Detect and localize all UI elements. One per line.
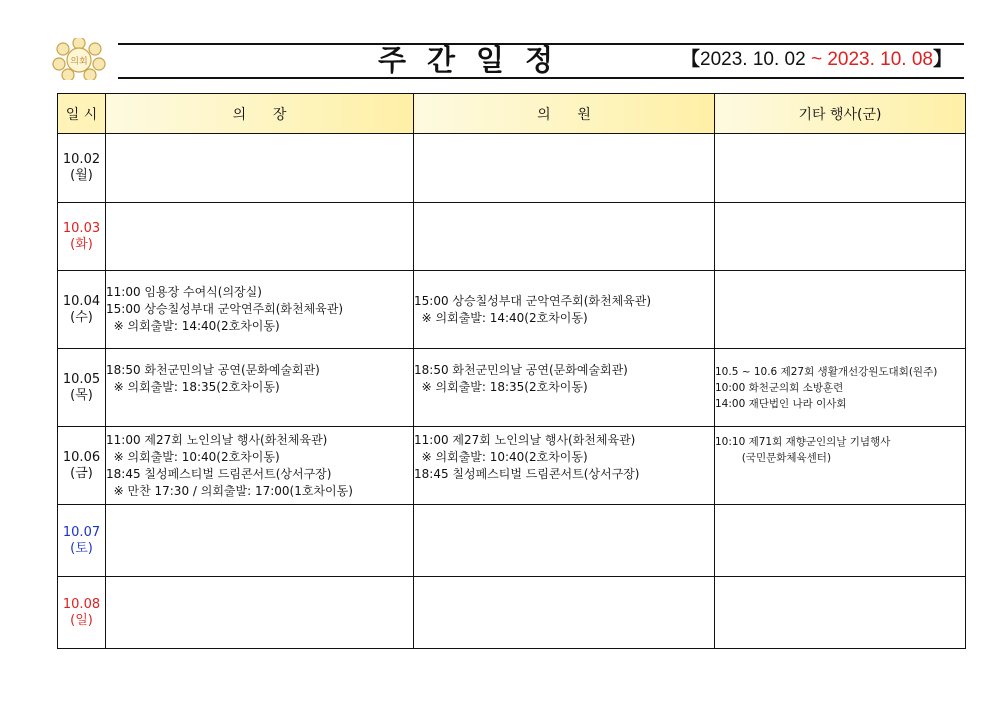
range-end: 2023. 10. 08 xyxy=(827,49,933,70)
council-emblem-icon xyxy=(50,38,108,80)
weekday-text: (수) xyxy=(70,309,93,325)
schedule-line: 18:50 화천군민의날 공연(문화예술회관) xyxy=(414,363,628,377)
member-schedule-cell xyxy=(414,505,715,577)
col-header-chair xyxy=(106,94,414,134)
col-header-member-label: 의 원 xyxy=(537,106,591,123)
weekday-text: (목) xyxy=(70,387,93,403)
col-header-member xyxy=(414,94,715,134)
date-cell xyxy=(58,134,106,203)
col-header-other: 기타 행사(군) xyxy=(715,94,966,134)
schedule-line: ※ 의회출발: 14:40(2호차이동) xyxy=(414,310,588,325)
date-cell xyxy=(58,271,106,349)
other-schedule-cell xyxy=(715,134,966,203)
logo-text: 의회 xyxy=(70,57,88,67)
date-cell xyxy=(58,349,106,427)
schedule-line: ※ 의회출발: 18:35(2호차이동) xyxy=(414,380,588,394)
schedule-line xyxy=(106,396,413,413)
chair-schedule-cell xyxy=(106,577,414,649)
schedule-line xyxy=(715,482,965,498)
schedule-line: 15:00 상승칠성부대 군악연주회(화천체육관) xyxy=(106,302,344,316)
schedule-line: 18:45 칠성페스티벌 드림콘서트(상서구장) xyxy=(414,466,640,481)
schedule-line: ※ 의회출발: 10:40(2호차이동) xyxy=(106,449,280,464)
schedule-line: ※ 의회출발: 14:40(2호차이동) xyxy=(106,319,280,333)
table-row xyxy=(58,427,966,505)
date-cell xyxy=(58,427,106,505)
weekday-text: (화) xyxy=(70,236,93,252)
date-text: 10.05 xyxy=(62,371,101,387)
other-schedule-cell xyxy=(715,349,966,427)
other-schedule-cell xyxy=(715,271,966,349)
schedule-line: 11:00 제27회 노인의날 행사(화천체육관) xyxy=(106,432,328,447)
page-title: 주간일정 xyxy=(378,43,575,77)
chair-schedule-cell xyxy=(106,505,414,577)
date-text: 10.06 xyxy=(62,449,101,465)
table-row xyxy=(58,505,966,577)
table-row xyxy=(58,134,966,203)
member-schedule-cell xyxy=(414,203,715,271)
chair-schedule-cell xyxy=(106,134,414,203)
date-text: 10.04 xyxy=(62,293,101,309)
col-header-date: 일 시 xyxy=(58,94,106,134)
chair-schedule-cell xyxy=(106,427,414,505)
table-row xyxy=(58,577,966,649)
schedule-line: ※ 의회출발: 10:40(2호차이동) xyxy=(414,449,588,464)
schedule-line xyxy=(414,396,714,413)
other-schedule-cell xyxy=(715,203,966,271)
date-text: 10.03 xyxy=(62,220,101,236)
date-cell xyxy=(58,203,106,271)
member-schedule-cell xyxy=(414,427,715,505)
date-cell xyxy=(58,577,106,649)
schedule-line: (국민문화체육센터) xyxy=(715,451,832,464)
schedule-line: 11:00 임용장 수여식(의장실) xyxy=(106,285,262,299)
date-text: 10.07 xyxy=(62,524,101,540)
schedule-line: 10:00 화천군의회 소방훈련 xyxy=(715,381,844,394)
chair-schedule-cell xyxy=(106,271,414,349)
weekday-text: (월) xyxy=(70,168,93,183)
chair-schedule-cell xyxy=(106,203,414,271)
table-row xyxy=(58,349,966,427)
schedule-line: 18:50 화천군민의날 공연(문화예술회관) xyxy=(106,363,320,377)
range-close-bracket: 】 xyxy=(932,49,952,70)
chair-schedule-cell xyxy=(106,349,414,427)
col-header-chair-label: 의 장 xyxy=(232,106,287,123)
member-schedule-cell xyxy=(414,577,715,649)
schedule-line xyxy=(715,466,965,482)
schedule-line: 18:45 칠성페스티벌 드림콘서트(상서구장) xyxy=(106,466,332,481)
member-schedule-cell xyxy=(414,271,715,349)
weekday-text: (토) xyxy=(70,540,93,556)
member-schedule-cell xyxy=(414,134,715,203)
range-tilde: ~ xyxy=(805,49,828,70)
schedule-line: 11:00 제27회 노인의날 행사(화천체육관) xyxy=(414,432,636,447)
other-schedule-cell xyxy=(715,577,966,649)
schedule-table xyxy=(57,93,966,649)
date-range xyxy=(681,46,952,74)
schedule-line: ※ 의회출발: 18:35(2호차이동) xyxy=(106,380,280,394)
member-schedule-cell xyxy=(414,349,715,427)
table-row xyxy=(58,203,966,271)
schedule-line: 15:00 상승칠성부대 군악연주회(화천체육관) xyxy=(414,293,652,308)
schedule-line: 10:10 제71회 재향군인의날 기념행사 xyxy=(715,435,891,448)
date-text: 10.02 xyxy=(62,152,101,167)
other-schedule-cell xyxy=(715,427,966,505)
other-schedule-cell xyxy=(715,505,966,577)
range-start: 2023. 10. 02 xyxy=(700,49,806,70)
schedule-line xyxy=(414,483,714,500)
schedule-line: 10.5 ~ 10.6 제27회 생활개선강원도대회(원주) xyxy=(715,365,938,378)
weekday-text: (일) xyxy=(70,612,93,628)
header-row xyxy=(58,94,966,134)
schedule-line: 14:00 재단법인 나라 이사회 xyxy=(715,397,847,410)
weekday-text: (금) xyxy=(70,465,93,481)
table-row xyxy=(58,271,966,349)
date-text: 10.08 xyxy=(62,596,101,612)
date-cell xyxy=(58,505,106,577)
range-open-bracket: 【 xyxy=(681,49,701,70)
schedule-line: ※ 만찬 17:30 / 의회출발: 17:00(1호차이동) xyxy=(106,483,353,498)
